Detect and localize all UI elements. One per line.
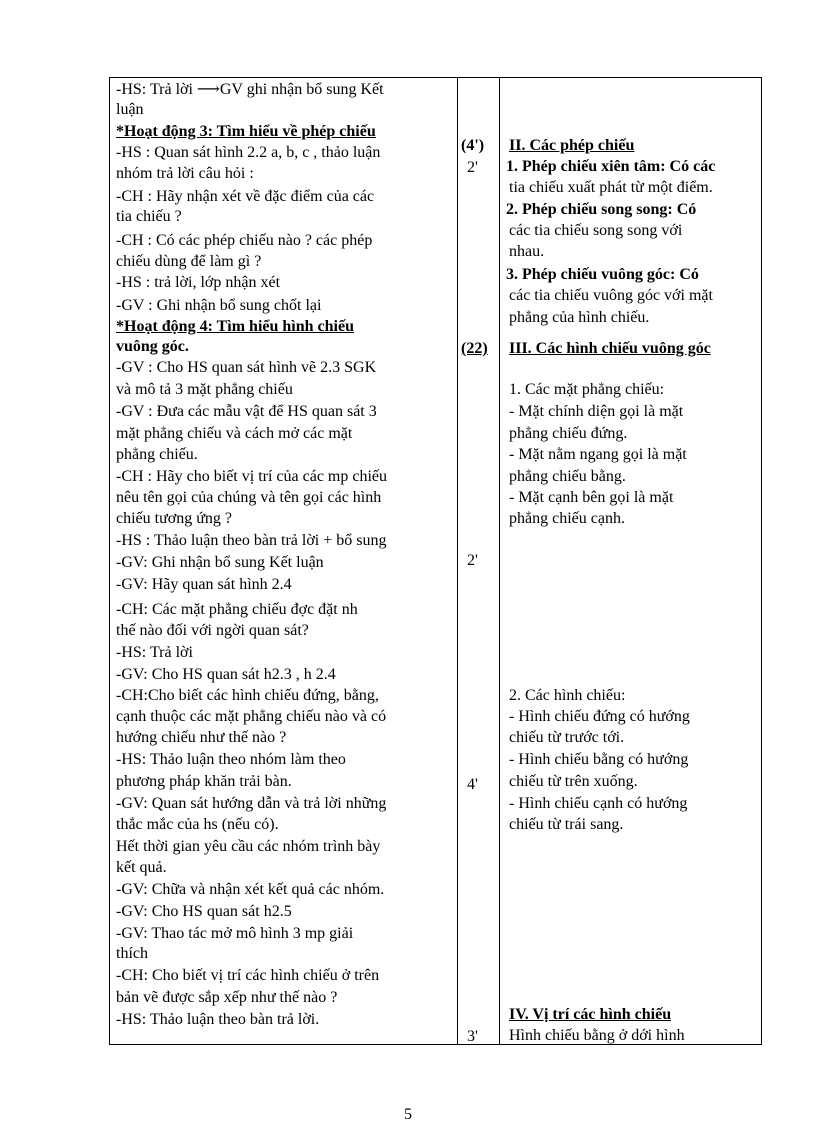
time-label: 3' — [467, 1028, 478, 1045]
text-line: -GV: Hãy quan sát hình 2.4 — [116, 576, 292, 593]
text-line: chiếu dùng để làm gì ? — [116, 253, 262, 270]
text-line: phương pháp khăn trải bàn. — [116, 773, 292, 790]
text-line: -CH:Cho biết các hình chiếu đứng, bằng, — [116, 687, 379, 704]
activity-heading: *Hoạt động 3: Tìm hiểu về phép chiếu — [116, 123, 376, 140]
text-line: phẳng của hình chiếu. — [509, 309, 650, 326]
text-line: -GV: Chữa và nhận xét kết quả các nhóm. — [116, 881, 385, 898]
text-line: phẳng chiếu cạnh. — [509, 510, 625, 527]
text-line: tia chiếu xuất phát từ một điểm. — [509, 179, 713, 196]
section-heading: IV. Vị trí các hình chiếu — [509, 1006, 672, 1023]
text-line: - Hình chiếu bằng có hướng — [509, 751, 689, 768]
text-line: -GV: Ghi nhận bổ sung Kết luận — [116, 554, 324, 571]
text-line: - Mặt nằm ngang gọi là mặt — [509, 446, 687, 463]
text-line: nhóm trả lời câu hỏi : — [116, 165, 254, 182]
text-line: 1. Phép chiếu xiên tâm: Có các — [506, 158, 716, 175]
time-label: 4' — [467, 776, 478, 793]
text-line: bản vẽ được sắp xếp như thế nào ? — [116, 989, 338, 1006]
text-line: phẳng chiếu. — [116, 446, 198, 463]
text-line: nêu tên gọi của chúng và tên gọi các hình — [116, 489, 382, 506]
text-line: -CH : Hãy cho biết vị trí của các mp chiếu — [116, 468, 388, 485]
text-line: -GV: Cho HS quan sát h2.5 — [116, 903, 292, 920]
text-line: -HS: Trả lời ⟶GV ghi nhận bổ sung Kết — [116, 81, 384, 98]
text-line: thích — [116, 945, 148, 962]
time-label: (22) — [461, 340, 488, 357]
section-heading: III. Các hình chiếu vuông góc — [509, 340, 711, 357]
time-label: 2' — [467, 552, 478, 569]
text-line: chiếu từ trước tới. — [509, 729, 625, 746]
text-line: -CH : Hãy nhận xét về đặc điểm của các — [116, 188, 375, 205]
text-line: 2. Các hình chiếu: — [509, 687, 626, 704]
text-line: -GV: Quan sát hướng dẫn và trả lời những — [116, 795, 387, 812]
text-line: -HS : trả lời, lớp nhận xét — [116, 274, 281, 291]
text-line: - Hình chiếu cạnh có hướng — [509, 795, 688, 812]
text-line: phẳng chiếu đứng. — [509, 425, 628, 442]
activity-heading: *Hoạt động 4: Tìm hiểu hình chiếu — [116, 318, 354, 335]
text-line: chiếu từ trên xuống. — [509, 773, 638, 790]
lesson-table — [109, 77, 762, 1045]
text-line: 2. Phép chiếu song song: Có — [506, 201, 697, 218]
text-line: -GV : Ghi nhận bổ sung chốt lại — [116, 297, 322, 314]
text-line: -GV: Thao tác mở mô hình 3 mp giải — [116, 925, 354, 942]
content-column — [500, 78, 762, 1044]
text-line: - Mặt chính diện gọi là mặt — [509, 403, 684, 420]
text-line: thắc mắc của hs (nếu có). — [116, 816, 279, 833]
text-line: - Hình chiếu đứng có hướng — [509, 708, 690, 725]
text-line: -GV : Cho HS quan sát hình vẽ 2.3 SGK — [116, 359, 377, 376]
text-line: -HS : Thảo luận theo bàn trả lời + bổ sung — [116, 532, 387, 549]
text-line: các tia chiếu vuông góc với mặt — [509, 287, 713, 304]
text-line: các tia chiếu song song với — [509, 222, 683, 239]
text-line: - Mặt cạnh bên gọi là mặt — [509, 489, 674, 506]
text-line: chiếu từ trái sang. — [509, 816, 624, 833]
text-line: mặt phẳng chiếu và cách mở các mặt — [116, 425, 353, 442]
text-line: -HS : Quan sát hình 2.2 a, b, c , thảo luận — [116, 144, 381, 161]
text-line: tia chiếu ? — [116, 208, 182, 225]
time-label: (4') — [461, 137, 485, 154]
text-line: -CH: Cho biết vị trí các hình chiếu ở trên — [116, 967, 380, 984]
text-line: -GV : Đưa các mẫu vật để HS quan sát 3 — [116, 403, 377, 420]
text-line: -CH : Có các phép chiếu nào ? các phép — [116, 232, 373, 249]
text-line: kết quả. — [116, 859, 167, 876]
text-line: chiếu tương ứng ? — [116, 510, 232, 527]
text-line: nhau. — [509, 243, 545, 260]
text-line: luận — [116, 101, 144, 118]
text-line: hướng chiếu như thế nào ? — [116, 729, 287, 746]
text-line: -HS: Thảo luận theo bàn trả lời. — [116, 1011, 320, 1028]
time-column — [458, 78, 499, 1044]
section-heading: II. Các phép chiếu — [509, 137, 635, 154]
text-line: cạnh thuộc các mặt phẳng chiếu nào và có — [116, 708, 387, 725]
page-number: 5 — [404, 1106, 412, 1123]
text-line: -HS: Thảo luận theo nhóm làm theo — [116, 751, 346, 768]
text-line: thế nào đối với ngời quan sát? — [116, 622, 309, 639]
text-line: và mô tả 3 mặt phẳng chiếu — [116, 381, 293, 398]
text-line: 3. Phép chiếu vuông góc: Có — [506, 266, 699, 283]
activity-heading: vuông góc. — [116, 338, 189, 355]
text-line: Hết thời gian yêu cầu các nhóm trình bày — [116, 838, 381, 855]
text-line: -HS: Trả lời — [116, 644, 193, 661]
activities-column — [110, 78, 457, 1044]
text-line: -GV: Cho HS quan sát h2.3 , h 2.4 — [116, 666, 336, 683]
text-line: Hình chiếu bằng ở dới hình — [509, 1027, 685, 1044]
time-label: 2' — [467, 159, 478, 176]
text-line: phẳng chiếu bằng. — [509, 468, 626, 485]
text-line: -CH: Các mặt phẳng chiếu đợc đặt nh — [116, 601, 358, 618]
text-line: 1. Các mặt phẳng chiếu: — [509, 381, 665, 398]
